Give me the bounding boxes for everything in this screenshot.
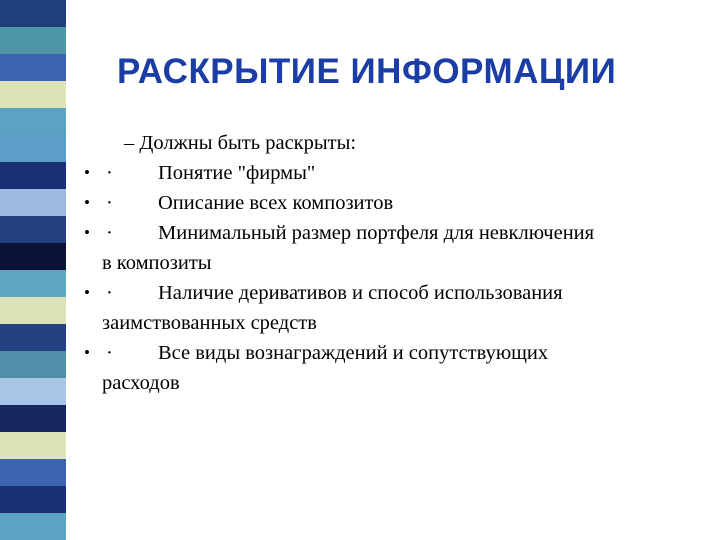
stripe-segment	[0, 216, 66, 243]
sub-bullet-icon: ·	[106, 282, 113, 304]
stripe-segment	[0, 405, 66, 432]
stripe-segment	[0, 108, 66, 135]
list-item	[84, 278, 694, 338]
stripe-segment	[0, 513, 66, 540]
stripe-segment	[0, 135, 66, 162]
list-item-continuation: расходов	[102, 372, 180, 394]
stripe-segment	[0, 0, 66, 27]
bullet-icon: •	[84, 163, 90, 182]
list-item	[84, 218, 694, 278]
sub-bullet-icon: ·	[106, 222, 113, 244]
stripe-segment	[0, 54, 66, 81]
stripe-segment	[0, 324, 66, 351]
slide-body	[84, 128, 694, 398]
list-item	[84, 188, 694, 218]
stripe-segment	[0, 432, 66, 459]
sub-bullet-icon: ·	[106, 192, 113, 214]
stripe-segment	[0, 459, 66, 486]
slide-title: РАСКРЫТИЕ ИНФОРМАЦИИ	[117, 52, 617, 91]
stripe-segment	[0, 351, 66, 378]
list-item-text: Наличие деривативов и способ использования	[158, 282, 563, 304]
bullet-icon: •	[84, 343, 90, 362]
stripe-segment	[0, 486, 66, 513]
list-item-text: Описание всех композитов	[158, 192, 394, 214]
stripe-segment	[0, 162, 66, 189]
list-item-text: Все виды вознаграждений и сопутствующих	[158, 342, 549, 364]
stripe-segment	[0, 81, 66, 108]
stripe-segment	[0, 27, 66, 54]
list-item	[84, 158, 694, 188]
list-item-continuation: в композиты	[102, 252, 212, 274]
list-item-text: Минимальный размер портфеля для невключения	[158, 222, 595, 244]
stripe-segment	[0, 243, 66, 270]
sub-bullet-icon: ·	[106, 162, 113, 184]
stripe-segment	[0, 378, 66, 405]
list-item-text: Понятие "фирмы"	[158, 162, 316, 184]
stripe-segment	[0, 270, 66, 297]
stripe-edge	[66, 0, 69, 540]
bullet-icon: •	[84, 193, 90, 212]
bullet-icon: •	[84, 283, 90, 302]
stripe-segment	[0, 297, 66, 324]
list-item	[84, 338, 694, 398]
bullet-icon: •	[84, 223, 90, 242]
stripe-segment	[0, 189, 66, 216]
sub-bullet-icon: ·	[106, 342, 113, 364]
decorative-stripe-bar	[0, 0, 68, 540]
list-item-continuation: заимствованных средств	[102, 312, 317, 334]
intro-line: – Должны быть раскрыты:	[124, 132, 357, 154]
